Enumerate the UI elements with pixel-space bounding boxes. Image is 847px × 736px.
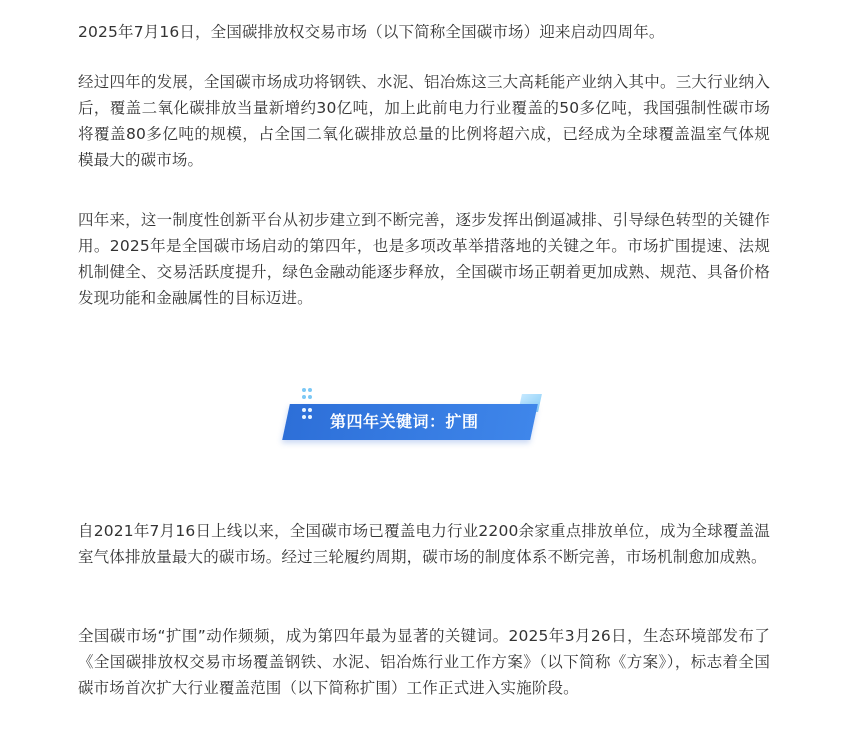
- paragraph-since-launch: 自2021年7月16日上线以来，全国碳市场已覆盖电力行业2200余家重点排放单位，成为全球覆盖温室气体排放量最大的碳市场。经过三轮履约周期，碳市场的制度体系不断完善，市场机制愈加成熟。: [78, 522, 770, 566]
- section-heading-text: 第四年关键词：扩围: [330, 412, 479, 431]
- paragraph-four-years: 四年来，这一制度性创新平台从初步建立到不断完善，逐步发挥出倒逼减排、引导绿色转型的关键作用。2025年是全国碳市场启动的第四年，也是多项改革举措落地的关键之年。市场扩围提速、法规机制健全、交易活跃度提升，绿色金融动能逐步释放，全国碳市场正朝着更加成熟、规范、具备价格发现功能和金融属性的目标迈进。: [78, 211, 770, 307]
- section-heading-banner: [282, 386, 552, 446]
- paragraph-expansion: 全国碳市场“扩围”动作频频，成为第四年最为显著的关键词。2025年3月26日，生态环境部发布了《全国碳排放权交易市场覆盖钢铁、水泥、铝冶炼行业工作方案》（以下简称《方案》），标志着全国碳市场首次扩大行业覆盖范围（以下简称扩围）工作正式进入实施阶段。: [78, 627, 770, 697]
- paragraph-anniversary: 2025年7月16日，全国碳排放权交易市场（以下简称全国碳市场）迎来启动四周年。: [78, 23, 665, 41]
- dot-grid-icon: [302, 388, 314, 428]
- paragraph-development: 经过四年的发展，全国碳市场成功将钢铁、水泥、铝冶炼这三大高耗能产业纳入其中。三大行业纳入后，覆盖二氧化碳排放当量新增约30亿吨，加上此前电力行业覆盖的50多亿吨，我国强制性碳市场将覆盖80多亿吨的规模，占全国二氧化碳排放总量的比例将超六成，已经成为全球覆盖温室气体规模最大的碳市场。: [78, 73, 770, 169]
